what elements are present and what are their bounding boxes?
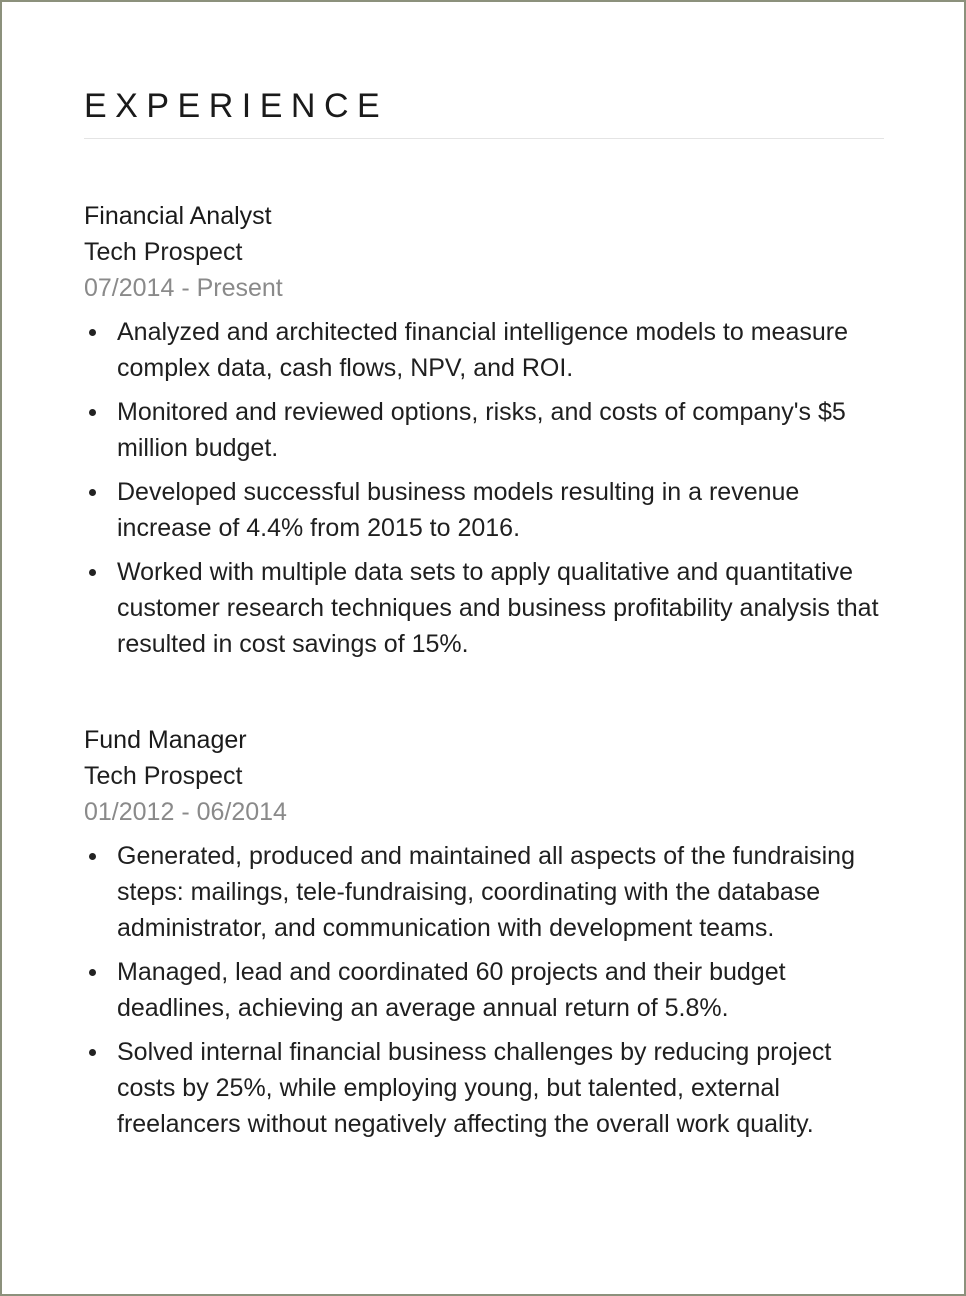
section-title: EXPERIENCE xyxy=(84,87,389,125)
list-item xyxy=(84,314,884,386)
bullet-icon xyxy=(89,569,96,576)
job-dates: 07/2014 - Present xyxy=(84,274,283,302)
bullet-icon xyxy=(89,1049,96,1056)
list-item xyxy=(84,394,884,466)
bullet-text: Managed, lead and coordinated 60 projects and their budget deadlines, achieving an average annual return of 5.8%. xyxy=(117,958,786,1022)
job-company: Tech Prospect xyxy=(84,238,243,266)
bullet-icon xyxy=(89,489,96,496)
bullet-text: Worked with multiple data sets to apply qualitative and quantitative customer research techniques and business profitability analysis that resulted in cost savings of 15%. xyxy=(117,558,879,658)
list-item xyxy=(84,838,884,946)
bullet-text: Monitored and reviewed options, risks, and costs of company's $5 million budget. xyxy=(117,398,846,462)
section-divider xyxy=(84,138,884,139)
job-bullet-list xyxy=(84,314,884,662)
bullet-icon xyxy=(89,329,96,336)
bullet-text: Developed successful business models resulting in a revenue increase of 4.4% from 2015 to 2016. xyxy=(117,478,800,542)
job-company: Tech Prospect xyxy=(84,762,243,790)
bullet-text: Generated, produced and maintained all aspects of the fundraising steps: mailings, tele-fundraising, coordinating with the database administrator, and communication with development teams. xyxy=(117,842,855,942)
bullet-icon xyxy=(89,853,96,860)
bullet-text: Solved internal financial business challenges by reducing project costs by 25%, while employing young, but talented, external freelancers without negatively affecting the overall work quality. xyxy=(117,1038,832,1138)
list-item xyxy=(84,1034,884,1142)
bullet-text: Analyzed and architected financial intelligence models to measure complex data, cash flows, NPV, and ROI. xyxy=(117,318,848,382)
bullet-icon xyxy=(89,409,96,416)
bullet-icon xyxy=(89,969,96,976)
list-item xyxy=(84,554,884,662)
job-title: Financial Analyst xyxy=(84,202,272,230)
job-dates: 01/2012 - 06/2014 xyxy=(84,798,287,826)
job-bullet-list xyxy=(84,838,884,1142)
job-entry xyxy=(84,198,884,670)
job-entry xyxy=(84,722,884,1150)
job-title: Fund Manager xyxy=(84,726,247,754)
list-item xyxy=(84,474,884,546)
list-item xyxy=(84,954,884,1026)
